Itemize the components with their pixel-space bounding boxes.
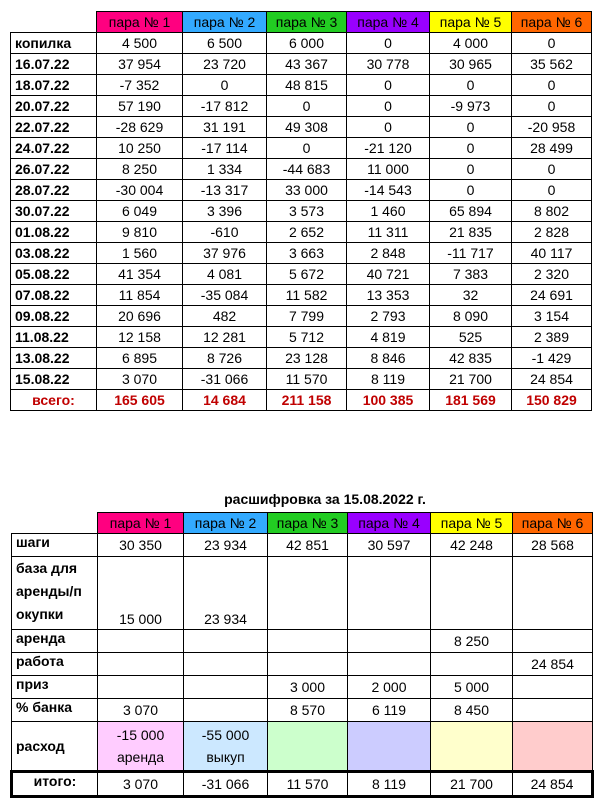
value-cell: 4 081 [183,264,267,285]
pair-header-5: пара № 5 [431,513,513,534]
prize-row-label: приз [12,676,98,699]
value-cell: 30 965 [430,54,512,75]
table-row [11,96,592,117]
value-cell: 42 248 [431,534,513,557]
table-header-row [11,12,592,33]
value-cell: 0 [512,96,592,117]
value-cell: 6 119 [348,699,431,722]
row-label: 13.08.22 [11,348,97,369]
decode-table [10,512,594,798]
value-cell [513,699,593,722]
value-cell [184,653,268,676]
bank-row [12,699,593,722]
value-cell: 15 000 [98,557,184,630]
table-row [11,75,592,96]
value-cell: 0 [430,180,512,201]
value-cell: 2 652 [267,222,347,243]
value-cell: -13 317 [183,180,267,201]
value-cell: 37 976 [183,243,267,264]
value-cell: -31 066 [183,369,267,390]
value-cell [513,557,593,630]
row-label: 26.07.22 [11,159,97,180]
value-cell: 6 895 [97,348,183,369]
total-value-cell: 14 684 [183,390,267,411]
value-cell: -21 120 [347,138,430,159]
value-cell [98,676,184,699]
value-cell: 0 [512,75,592,96]
value-cell [98,653,184,676]
table-row [11,243,592,264]
value-cell: 35 562 [512,54,592,75]
value-cell [348,557,431,630]
value-cell: 43 367 [267,54,347,75]
expense-row-label: расход [12,722,98,772]
value-cell: 21 700 [430,369,512,390]
total-value-cell: 181 569 [430,390,512,411]
value-cell: 8 119 [347,369,430,390]
pair-header-3: пара № 3 [268,513,348,534]
value-cell: 30 597 [348,534,431,557]
value-cell: 0 [347,96,430,117]
value-cell: 24 854 [513,653,593,676]
value-cell: 8 846 [347,348,430,369]
value-cell: 5 712 [267,327,347,348]
decode-title: расшифровка за 15.08.2022 г. [224,491,426,507]
balance-table [10,11,592,411]
value-cell: 0 [512,159,592,180]
value-cell: 23 934 [184,557,268,630]
value-cell: 2 793 [347,306,430,327]
value-cell: 20 696 [97,306,183,327]
pair-header-4: пара № 4 [348,513,431,534]
value-cell: 40 117 [512,243,592,264]
value-cell: 31 191 [183,117,267,138]
row-label: 01.08.22 [11,222,97,243]
value-cell: 482 [183,306,267,327]
value-cell: 3 070 [98,699,184,722]
value-cell: 11 311 [347,222,430,243]
table-row [11,348,592,369]
value-cell: 4 819 [347,327,430,348]
value-cell: 0 [347,33,430,54]
value-cell: 40 721 [347,264,430,285]
value-cell: -30 004 [97,180,183,201]
steps-row [12,534,593,557]
base-row [12,557,593,630]
value-cell: 33 000 [267,180,347,201]
value-cell: 0 [267,138,347,159]
value-cell: 24 691 [512,285,592,306]
expense-cell [513,722,593,772]
value-cell: 11 854 [97,285,183,306]
total-row [11,390,592,411]
value-cell: 3 663 [267,243,347,264]
value-cell [431,557,513,630]
value-cell: 7 799 [267,306,347,327]
table-row [11,54,592,75]
decode-table-body [12,534,593,797]
pair-header-1: пара № 1 [98,513,184,534]
value-cell: 8 119 [348,772,431,797]
row-label: 18.07.22 [11,75,97,96]
base-label-line: окупки [16,606,64,622]
pair-header-4: пара № 4 [347,12,430,33]
expense-amount: -15 000 [116,727,165,743]
value-cell: -17 812 [183,96,267,117]
value-cell: 8 250 [97,159,183,180]
table-row [11,222,592,243]
balance-table-body [11,33,592,411]
value-cell [98,630,184,653]
table-row [11,180,592,201]
value-cell: 0 [512,180,592,201]
expense-amount: -55 000 [201,727,250,743]
total-value-cell: 150 829 [512,390,592,411]
pair-header-3: пара № 3 [267,12,347,33]
value-cell: 12 158 [97,327,183,348]
value-cell: 3 154 [512,306,592,327]
header-corner [11,12,97,33]
value-cell: 0 [512,33,592,54]
table-row [11,159,592,180]
table-row [11,369,592,390]
value-cell: 0 [430,117,512,138]
value-cell: 28 568 [513,534,593,557]
table-row [11,201,592,222]
pair-header-5: пара № 5 [430,12,512,33]
value-cell [513,676,593,699]
value-cell: -35 084 [183,285,267,306]
value-cell: 21 700 [431,772,513,797]
value-cell: 9 810 [97,222,183,243]
value-cell: 13 353 [347,285,430,306]
row-label: 24.07.22 [11,138,97,159]
value-cell: -20 958 [512,117,592,138]
value-cell [184,630,268,653]
value-cell: 3 573 [267,201,347,222]
value-cell [348,653,431,676]
bank-row-label: % банка [12,699,98,722]
pair-header-6: пара № 6 [512,12,592,33]
value-cell [184,676,268,699]
value-cell: 3 070 [98,772,184,797]
value-cell: 24 854 [512,369,592,390]
value-cell [268,630,348,653]
value-cell: 3 070 [97,369,183,390]
value-cell: 6 049 [97,201,183,222]
table-row [11,327,592,348]
value-cell: 7 383 [430,264,512,285]
prize-row [12,676,593,699]
value-cell: 30 350 [98,534,184,557]
value-cell: 0 [430,159,512,180]
value-cell: 32 [430,285,512,306]
value-cell: -11 717 [430,243,512,264]
value-cell: 1 560 [97,243,183,264]
value-cell: 65 894 [430,201,512,222]
header-corner [12,513,98,534]
value-cell: 3 000 [268,676,348,699]
value-cell: 23 934 [184,534,268,557]
value-cell: 48 815 [267,75,347,96]
value-cell [268,653,348,676]
value-cell: -9 973 [430,96,512,117]
row-label: 05.08.22 [11,264,97,285]
steps-row-label: шаги [12,534,98,557]
row-label: 09.08.22 [11,306,97,327]
value-cell: 525 [430,327,512,348]
value-cell: 11 582 [267,285,347,306]
value-cell: 8 570 [268,699,348,722]
value-cell: 8 450 [431,699,513,722]
value-cell: 5 000 [431,676,513,699]
value-cell [513,630,593,653]
base-label-line: база для [16,560,78,576]
value-cell: 49 308 [267,117,347,138]
value-cell: 3 396 [183,201,267,222]
value-cell: 42 851 [268,534,348,557]
work-row-label: работа [12,653,98,676]
table-row [11,285,592,306]
value-cell: 0 [347,75,430,96]
value-cell: 8 250 [431,630,513,653]
value-cell: -17 114 [183,138,267,159]
value-cell: 1 460 [347,201,430,222]
value-cell [431,653,513,676]
value-cell: 0 [183,75,267,96]
value-cell: 4 500 [97,33,183,54]
value-cell: 5 672 [267,264,347,285]
value-cell [268,557,348,630]
expense-cell [348,722,431,772]
row-label: 28.07.22 [11,180,97,201]
value-cell: 2 828 [512,222,592,243]
expense-cell [184,722,268,772]
decode-header-row [12,513,593,534]
value-cell: -44 683 [267,159,347,180]
itogo-row [12,772,593,797]
row-label: 22.07.22 [11,117,97,138]
value-cell: -610 [183,222,267,243]
total-value-cell: 100 385 [347,390,430,411]
row-label: 03.08.22 [11,243,97,264]
row-label: 20.07.22 [11,96,97,117]
value-cell: 30 778 [347,54,430,75]
expense-cell [98,722,184,772]
value-cell: -31 066 [184,772,268,797]
value-cell: -14 543 [347,180,430,201]
value-cell: 2 320 [512,264,592,285]
base-row-label [12,557,98,630]
value-cell: 42 835 [430,348,512,369]
expense-cell [268,722,348,772]
row-label: 30.07.22 [11,201,97,222]
value-cell: 41 354 [97,264,183,285]
work-row [12,653,593,676]
value-cell: 6 500 [183,33,267,54]
total-value-cell: 165 605 [97,390,183,411]
value-cell: 1 334 [183,159,267,180]
value-cell: 2 848 [347,243,430,264]
value-cell: 11 570 [267,369,347,390]
pair-header-2: пара № 2 [183,12,267,33]
value-cell: 8 802 [512,201,592,222]
total-label: всего: [11,390,97,411]
row-label: 07.08.22 [11,285,97,306]
rent-row-label: аренда [12,630,98,653]
table-row [11,117,592,138]
value-cell: -7 352 [97,75,183,96]
value-cell: 8 090 [430,306,512,327]
value-cell: 6 000 [267,33,347,54]
expense-cell [431,722,513,772]
value-cell: 57 190 [97,96,183,117]
itogo-label: итого: [12,772,98,797]
row-label: 11.08.22 [11,327,97,348]
row-label: копилка [11,33,97,54]
value-cell: 0 [430,75,512,96]
row-label: 15.08.22 [11,369,97,390]
expense-note: аренда [116,749,165,765]
value-cell: 28 499 [512,138,592,159]
value-cell [348,630,431,653]
value-cell: 2 389 [512,327,592,348]
value-cell: 10 250 [97,138,183,159]
value-cell: 0 [347,117,430,138]
value-cell: 11 000 [347,159,430,180]
rent-row [12,630,593,653]
value-cell: 8 726 [183,348,267,369]
table-row [11,264,592,285]
value-cell: -1 429 [512,348,592,369]
table-row [11,138,592,159]
value-cell [184,699,268,722]
value-cell: 0 [430,138,512,159]
pair-header-6: пара № 6 [513,513,593,534]
value-cell: -28 629 [97,117,183,138]
value-cell: 23 720 [183,54,267,75]
value-cell: 21 835 [430,222,512,243]
value-cell: 11 570 [268,772,348,797]
expense-row [12,722,593,772]
value-cell: 4 000 [430,33,512,54]
table-row [11,306,592,327]
pair-header-2: пара № 2 [184,513,268,534]
base-label-line: аренды/п [16,583,82,599]
value-cell: 37 954 [97,54,183,75]
total-value-cell: 211 158 [267,390,347,411]
value-cell: 12 281 [183,327,267,348]
value-cell: 24 854 [513,772,593,797]
value-cell: 0 [267,96,347,117]
value-cell: 2 000 [348,676,431,699]
row-label: 16.07.22 [11,54,97,75]
pair-header-1: пара № 1 [97,12,183,33]
value-cell: 23 128 [267,348,347,369]
table-row [11,33,592,54]
expense-note: выкуп [206,749,245,765]
